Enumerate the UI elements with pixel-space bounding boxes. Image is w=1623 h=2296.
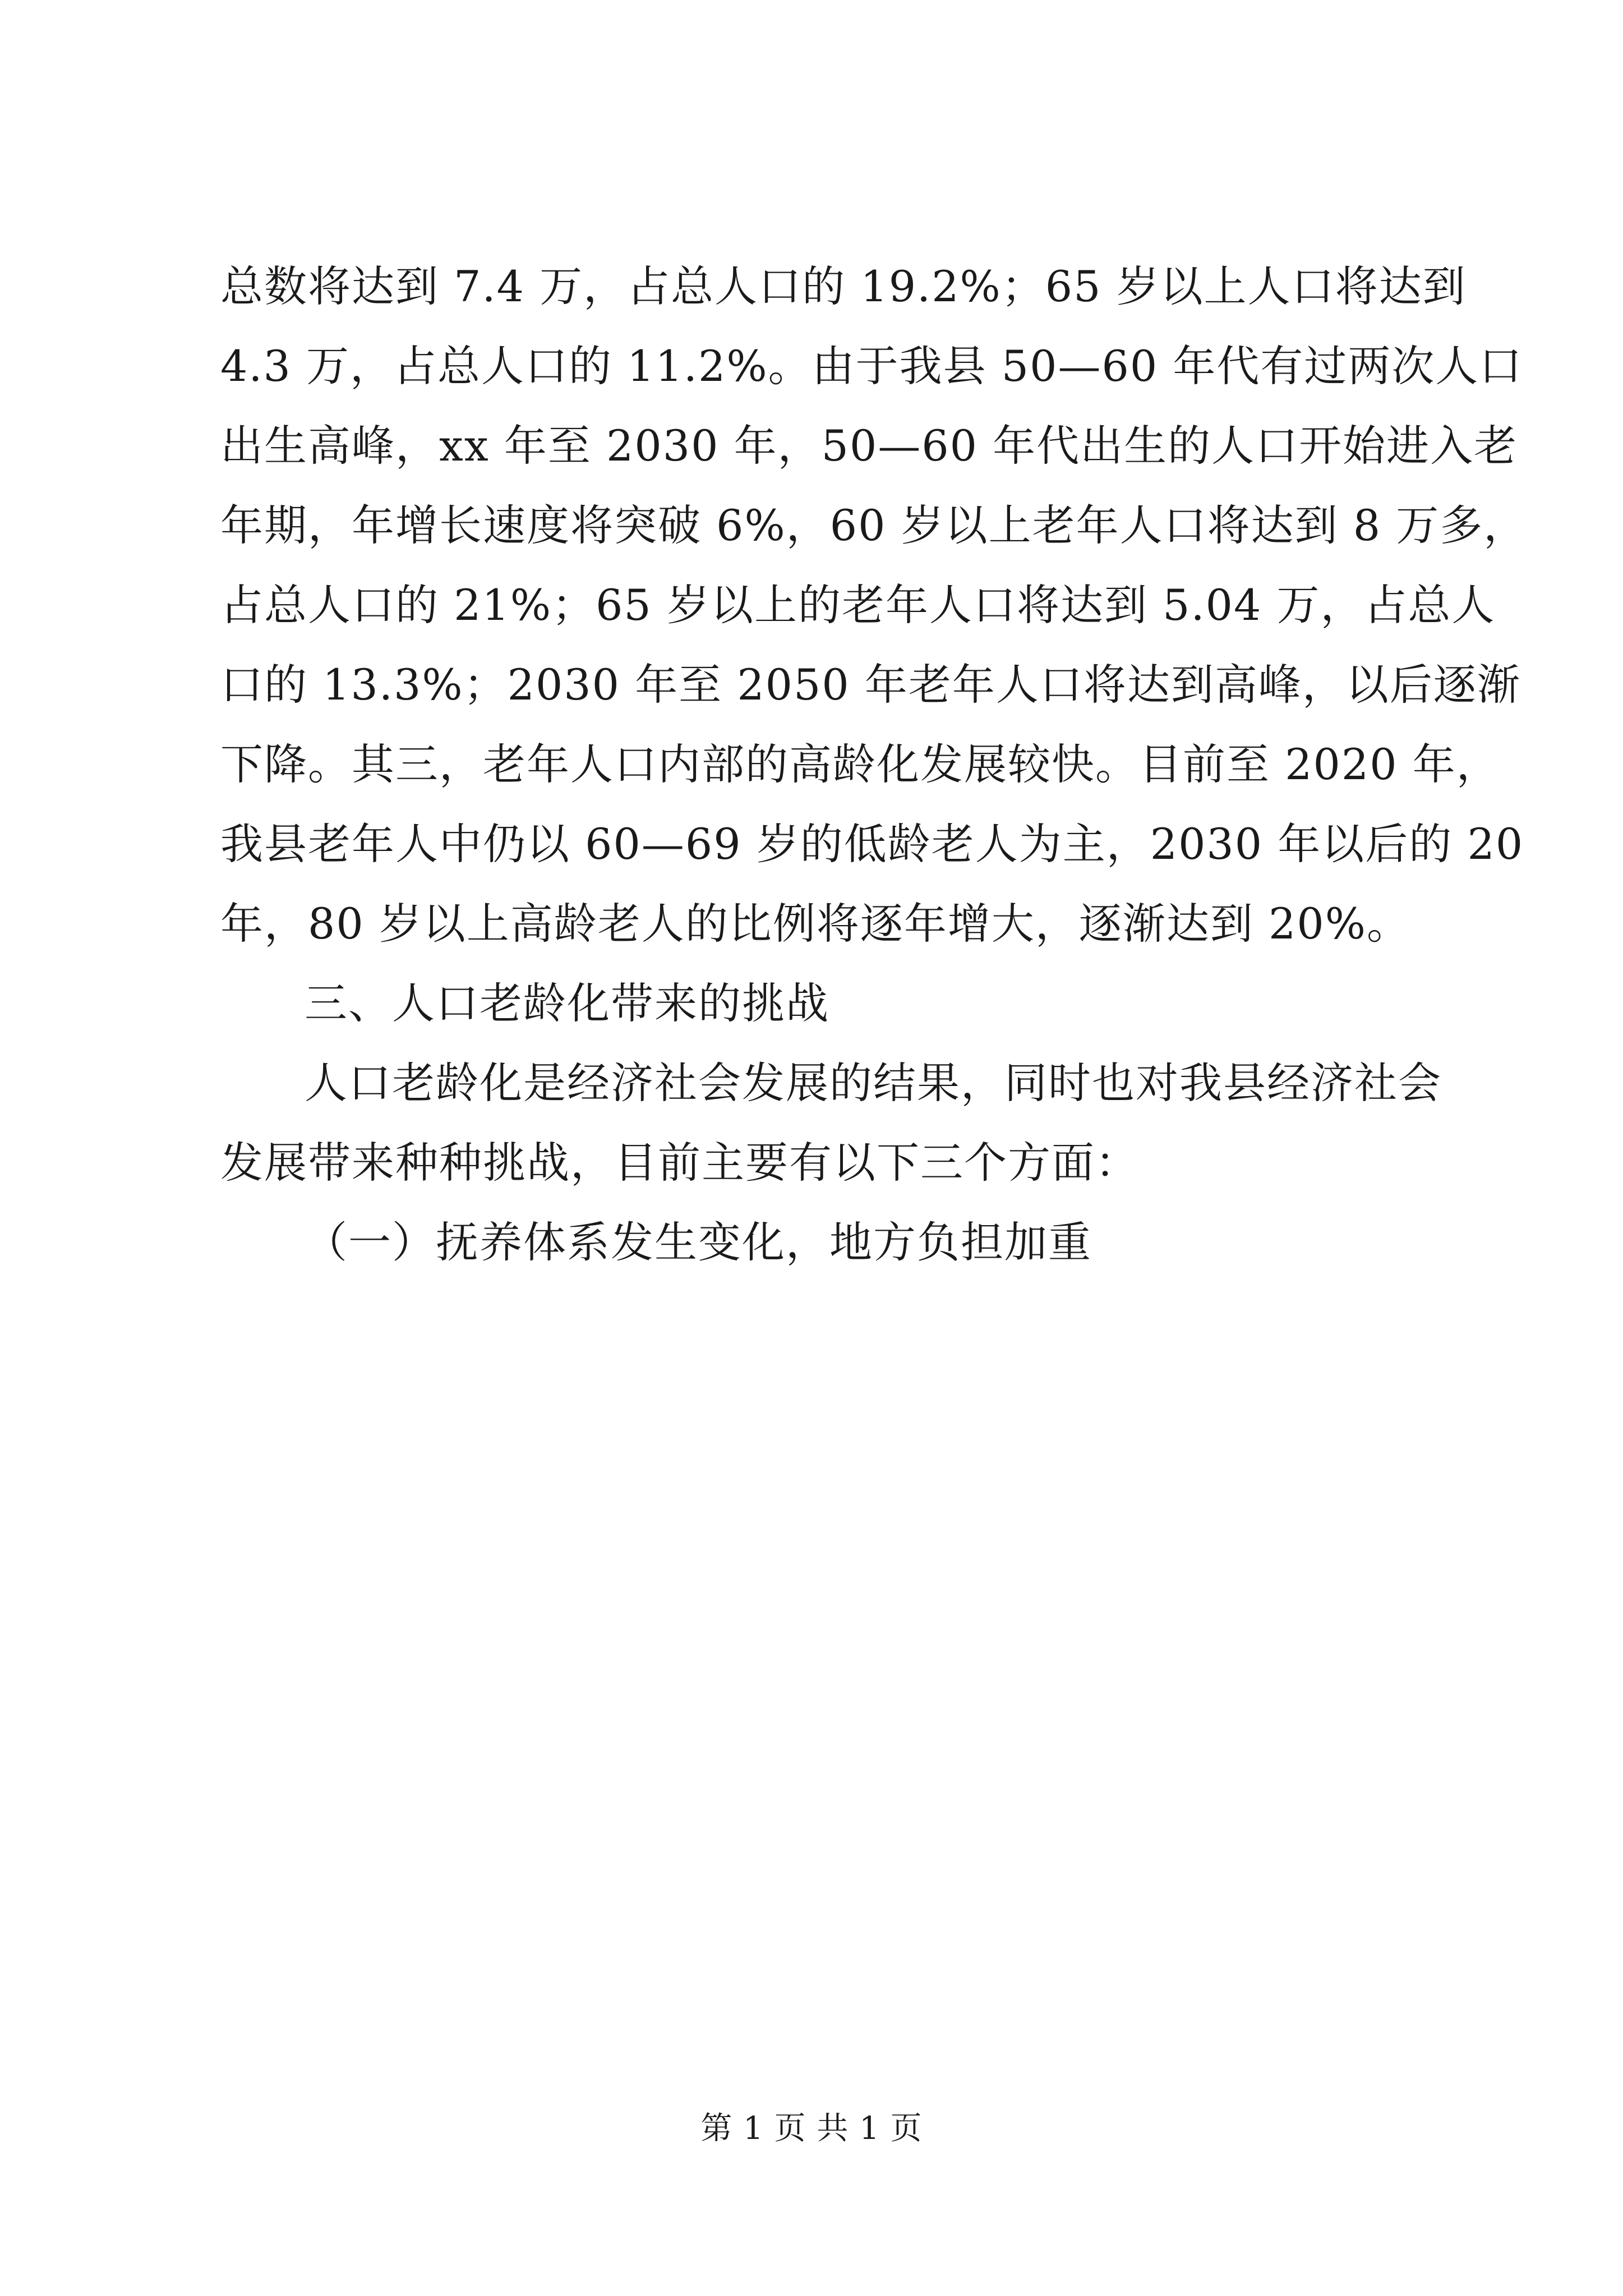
section-heading: 三、人口老龄化带来的挑战: [305, 978, 829, 1028]
paragraph-line: 口的 13.3%；2030 年至 2050 年老年人口将达到高峰，以后逐渐: [220, 660, 1521, 710]
paragraph-line: 人口老龄化是经济社会发展的结果，同时也对我县经济社会: [305, 1058, 1442, 1108]
page-footer: 第 1 页 共 1 页: [700, 2110, 923, 2147]
paragraph-line: 4.3 万，占总人口的 11.2%。由于我县 50—60 年代有过两次人口: [220, 341, 1523, 391]
paragraph-line: 我县老年人中仍以 60—69 岁的低龄老人为主，2030 年以后的 20: [220, 819, 1524, 869]
paragraph-line: 占总人口的 21%；65 岁以上的老年人口将达到 5.04 万，占总人: [220, 580, 1496, 630]
paragraph-line: 出生高峰，xx 年至 2030 年，50—60 年代出生的人口开始进入老: [220, 421, 1518, 471]
paragraph-line: 下降。其三，老年人口内部的高龄化发展较快。目前至 2020 年，: [220, 739, 1500, 789]
paragraph-line: 总数将达到 7.4 万，占总人口的 19.2%；65 岁以上人口将达到: [220, 261, 1467, 311]
subsection-heading: （一）抚养体系发生变化，地方负担加重: [305, 1217, 1092, 1267]
paragraph-line: 年，80 岁以上高龄老人的比例将逐年增大，逐渐达到 20%。: [220, 899, 1410, 949]
paragraph-line: 发展带来种种挑战，目前主要有以下三个方面：: [220, 1138, 1139, 1188]
body-text: [220, 247, 1528, 1282]
paragraph-line: 年期，年增长速度将突破 6%，60 岁以上老年人口将达到 8 万多，: [220, 500, 1528, 550]
